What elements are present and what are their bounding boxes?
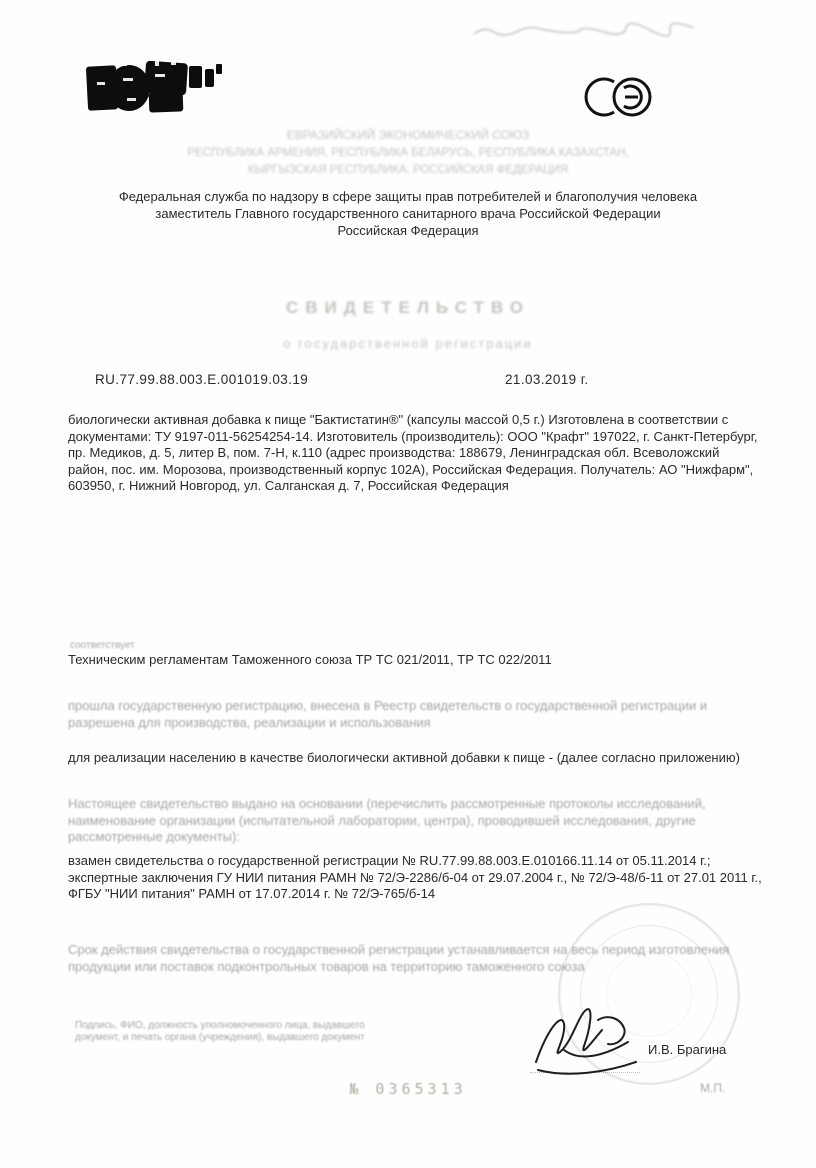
barcode-stamp [85,56,225,120]
union-header-line1: ЕВРАЗИЙСКИЙ ЭКОНОМИЧЕСКИЙ СОЮЗ [286,128,530,142]
signature [528,1000,643,1080]
se-emblem-icon [576,68,660,126]
registration-number: RU.77.99.88.003.E.001019.03.19 [95,372,309,387]
union-header-line3: КЫРГЫЗСКАЯ РЕСПУБЛИКА, РОССИЙСКАЯ ФЕДЕРАЦИЯ [247,164,569,176]
registration-date: 21.03.2019 г. [505,372,589,387]
certificate-subtitle: о государственной регистрации [283,336,533,351]
basis-documents: взамен свидетельства о государственной регистрации № RU.77.99.88.003.E.010166.11.14 от 05.11.2014 г.; экспертные заключения ГУ НИИ питания РАМН № 72/Э-2286/б-04 от 29.07.2004 г., № 72/Э-48/б-11 от 27.01 2011 г., ФГБУ "НИИ питания" РАМН от 17.07.2014 г. № 72/Э-765/б-14 [68,853,762,901]
barcode-stamp-icon [85,56,225,120]
basis-template-paragraph: Настоящее свидетельство выдано на основании (перечислить рассмотренные протоколы исследований, наименование организации (испытательной лаборатории, центра), проводившей исследования, другие рассмотренные документы): [68,796,706,844]
blank-number: № 0365313 [349,1080,467,1098]
se-emblem [576,68,660,126]
product-description: биологически активная добавка к пище "Бактистатин®" (капсулы массой 0,5 г.) Изготовлена в соответствии с документами: ТУ 9197-011-56254254-14. Изготовитель (производитель): ООО "Крафт" 197022, г. Санкт-Петербург, пр. Медиков, д. 5, литер В, пом. 7-Н, к.110 (адрес производства: 188679, Ленинградская обл. Всеволожский район, пос. им. Морозова, производственный корпус 102А), Российская Федерация. Получатель: АО "Нижфарм", 603950, г. Нижний Новгород, ул. Салганская д. 7, Российская Федерация [68,412,758,493]
signer-name: И.В. Брагина [648,1042,727,1057]
conforms-label: соответствует [70,640,135,651]
regulations-text: Техническим регламентам Таможенного союза ТР ТС 021/2011, ТР ТС 022/2011 [68,652,552,667]
validity-paragraph: Срок действия свидетельства о государственной регистрации устанавливается на весь период изготовления продукции или поставок подконтрольных товаров на территорию таможенного союза [68,942,730,974]
authority-line3: Российская Федерация [337,223,479,238]
signature-icon [528,1000,643,1080]
authority-line2: заместитель Главного государственного санитарного врача Российской Федерации [155,206,661,221]
sign-note: Подпись, ФИО, должность уполномоченного лица, выдавшего документ, и печать органа (учреждения), выдавшего документ [75,1020,365,1043]
scan-artifact [470,18,720,44]
registered-paragraph: прошла государственную регистрацию, внесена в Реестр свидетельств о государственной регистрации и разрешена для производства, реализации и использования [68,698,708,730]
mp-mark: М.П. [700,1081,726,1095]
certificate-title: СВИДЕТЕЛЬСТВО [286,298,530,317]
authority-line1: Федеральная служба по надзору в сфере защиты прав потребителей и благополучия человека [118,189,698,204]
union-header-line2: РЕСПУБЛИКА АРМЕНИЯ, РЕСПУБЛИКА БЕЛАРУСЬ, РЕСПУБЛИКА КАЗАХСТАН, [187,147,629,159]
usage-text: для реализации населению в качестве биологически активной добавки к пище - (далее согласно приложению) [68,750,740,765]
